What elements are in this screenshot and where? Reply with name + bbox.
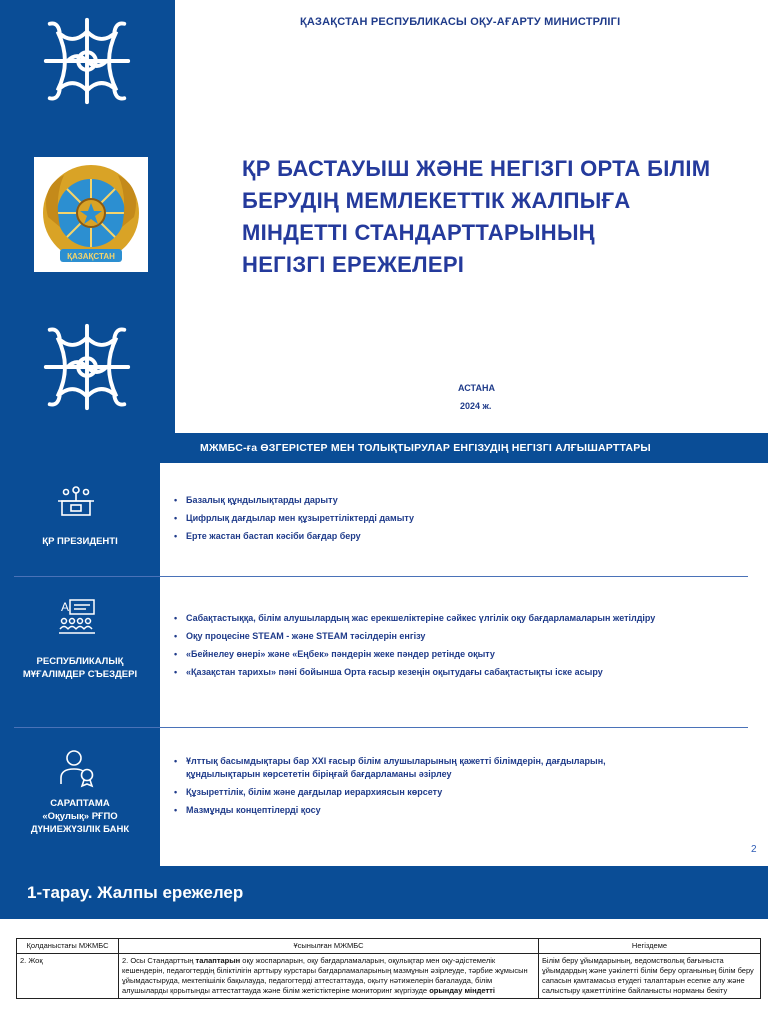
table-header-row: [17, 939, 761, 954]
bullet-list: [172, 494, 414, 548]
general-provisions-slide: [0, 866, 768, 1024]
state-emblem-frame: [34, 157, 148, 272]
list-item: • Ерте жастан бастап кәсіби бағдар беру: [172, 530, 414, 543]
table-row: [17, 954, 761, 999]
list-item: • «Бейнелеу өнері» және «Еңбек» пәндерін жеке пәндер ретінде оқыту: [172, 648, 692, 661]
table-cell: 2. Жоқ: [17, 954, 119, 999]
list-item: • Мазмұнды концептілерді қосу: [172, 804, 682, 817]
city-label: АСТАНА: [458, 383, 495, 393]
year-label: 2024 ж.: [460, 401, 492, 411]
section-label-line: МҰҒАЛІМДЕР СЪЕЗДЕРІ: [22, 669, 138, 680]
title-line: МІНДЕТТІ СТАНДАРТТАРЫНЫҢ: [242, 220, 595, 245]
column-header: Ұсынылған МЖМБС: [119, 939, 539, 954]
title-line: НЕГІЗГІ ЕРЕЖЕЛЕРІ: [242, 252, 465, 277]
column-header: Негіздеме: [539, 939, 761, 954]
chapter-title: 1-тарау. Жалпы ережелер: [27, 883, 244, 902]
table-cell: [119, 954, 539, 999]
page-number: 2: [751, 844, 757, 855]
teachers-congress-icon: [56, 597, 98, 637]
section-label: ҚР ПРЕЗИДЕНТІ: [42, 536, 118, 547]
list-item: • Сабақтастыққа, білім алушылардың жас ерекшеліктеріне сәйкес үлгілік оқу бағдарламаларын жетілдіру: [172, 612, 692, 625]
section-label-line: САРАПТАМА: [50, 798, 110, 809]
list-item: • Оқу процесіне STEAM - және STEAM тәсілдерін енгізу: [172, 630, 692, 643]
comparison-table: [16, 938, 761, 999]
section-label: [0, 797, 160, 836]
president-podium-icon: [56, 483, 96, 519]
slide-header-bar: [0, 433, 768, 463]
kazakhstan-emblem-icon: [34, 157, 148, 272]
kazakh-ornament-icon: [38, 318, 136, 416]
column-header: Қолданыстағы МЖМБС: [17, 939, 119, 954]
cell-bold-text: талаптарын: [195, 956, 241, 965]
section-divider: [14, 576, 748, 577]
cell-bold-text: орындау міндетті: [429, 986, 495, 995]
list-item: • Құзыреттілік, білім және дағдылар иерархиясын көрсету: [172, 786, 682, 799]
title-line: БЕРУДІҢ МЕМЛЕКЕТТІК ЖАЛПЫҒА: [242, 188, 631, 213]
title-slide: [0, 0, 768, 433]
ministry-name: ҚАЗАҚСТАН РЕСПУБЛИКАСЫ ОҚУ-АҒАРТУ МИНИСТРЛІГІ: [300, 16, 621, 28]
cell-text: оқу жоспарларын, оқу бағдарламаларын, оқулықтар мен оқу-әдістемелік кешендерін, педагогтердің біліктілігін арттыру курстары бағдарламаларының мазмұнын әзірлеуде, тәрбие жұмысын ұйымдастыруда, мектепішілік бақылауда, педагогтерді аттестаттауда, оқыту нәтижелерін бағалауда, білім алушыларды қорытынды аттестаттауда және білім жетістіктеріне мониторинг жүргізуде: [122, 956, 528, 995]
section-divider: [14, 727, 748, 728]
list-item: • Цифрлық дағдылар мен құзыреттіліктерді дамыту: [172, 512, 414, 525]
list-item: • «Қазақстан тарихы» пәні бойынша Орта ғасыр кезеңін оқытудағы сабақтастықты іске асыру: [172, 666, 692, 679]
prerequisites-slide: [0, 433, 768, 866]
svg-text:A: A: [61, 600, 70, 614]
list-item: • Базалық құндылықтарды дарыту: [172, 494, 414, 507]
list-item: • Ұлттық басымдықтары бар XXI ғасыр білім алушыларының қажетті білімдерін, дағдыларын, құндылықтарын көрсететін біріңғай бағдарламаны әзірлеу: [172, 755, 682, 781]
cell-text: 2. Осы Стандарттың: [122, 956, 196, 965]
expert-award-icon: [58, 748, 98, 788]
section-label: [0, 655, 160, 681]
left-blue-panel: [0, 0, 175, 433]
bullet-list: [172, 612, 692, 684]
section-label-line: ДҮНИЕЖҮЗІЛІК БАНК: [30, 824, 130, 835]
title-line: ҚР БАСТАУЫШ ЖӘНЕ НЕГІЗГІ ОРТА БІЛІМ: [242, 156, 711, 181]
table-cell: Білім беру ұйымдарының, ведомстволық бағыныста ұйымдардың және уәкілетті білім беру органының білім беру сапасын қамтамасыз етудегі талаптарын есепке алу және салыстыру қажеттілігіне байланысты норманы бекіту: [539, 954, 761, 999]
slide-header-bar: [0, 866, 768, 919]
kazakh-ornament-icon: [38, 12, 136, 110]
section-label-line: РЕСПУБЛИКАЛЫҚ: [36, 656, 124, 667]
slide-header-title: МЖМБС-ға ӨЗГЕРІСТЕР МЕН ТОЛЫҚТЫРУЛАР ЕНГІЗУДІҢ НЕГІЗГІ АЛҒЫШАРТТАРЫ: [200, 442, 651, 454]
bullet-list: [172, 755, 682, 822]
document-title: [242, 153, 742, 281]
section-label-line: «Оқулық» РҒПО: [42, 811, 118, 822]
svg-text:ҚАЗАҚСТАН: ҚАЗАҚСТАН: [67, 252, 115, 261]
